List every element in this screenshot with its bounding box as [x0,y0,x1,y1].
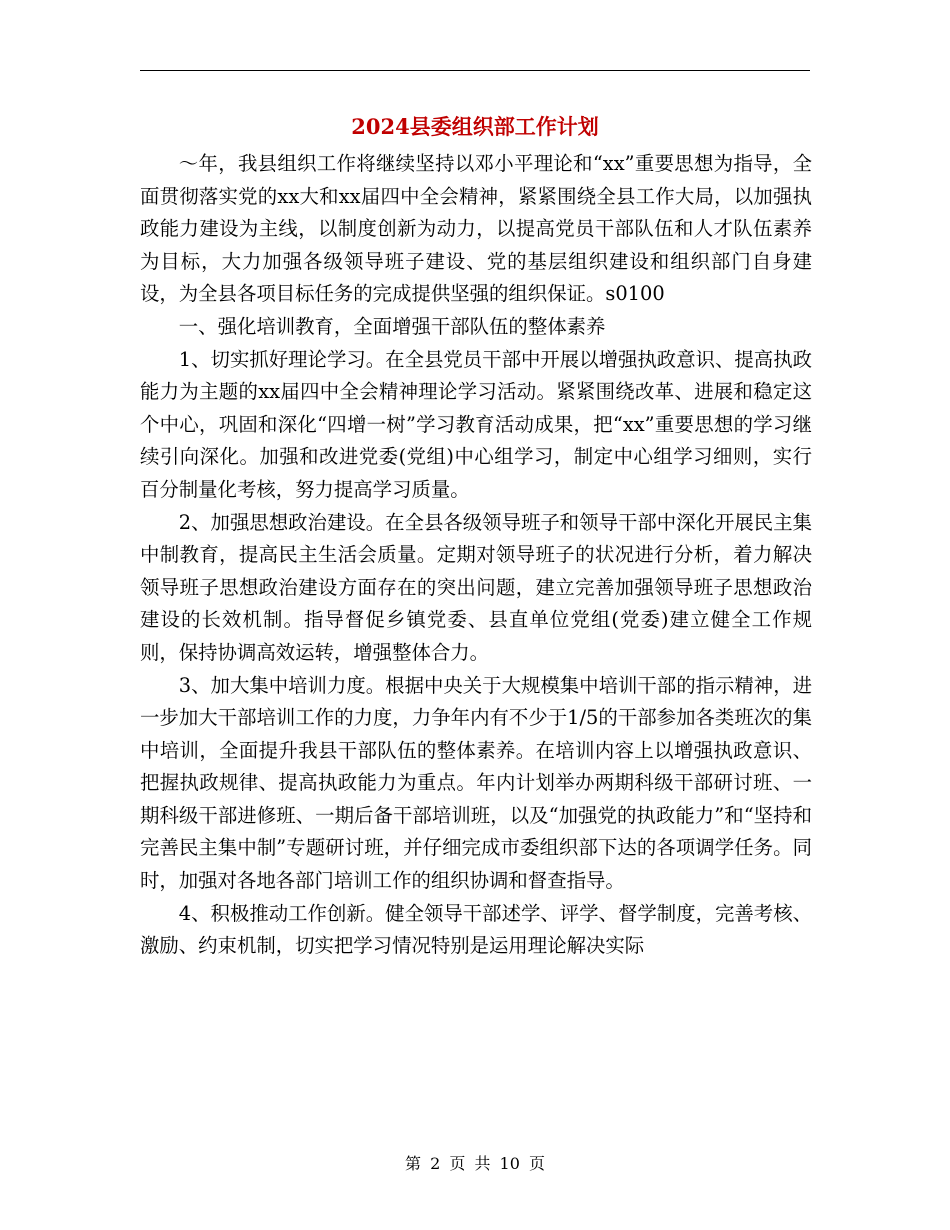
body-paragraph: 1、切实抓好理论学习。在全县党员干部中开展以增强执政意识、提高执政能力为主题的xx届四中全会精神理论学习活动。紧紧围绕改革、进展和稳定这个中心，巩固和深化“四增一树”学习教育活动成果，把“xx”重要思想的学习继续引向深化。加强和改进党委(党组)中心组学习，制定中心组学习细则，实行百分制量化考核，努力提高学习质量。 [140,347,812,501]
page-number: 第 2 页 共 10 页 [405,1154,545,1173]
intro-paragraph: ～年，我县组织工作将继续坚持以邓小平理论和“xx”重要思想为指导，全面贯彻落实党的xx大和xx届四中全会精神，紧紧围绕全县工作大局，以加强执政能力建设为主线，以制度创新为动力，以提高党员干部队伍和人才队伍素养为目标，大力加强各级领导班子建设、党的基层组织建设和组织部门自身建设，为全县各项目标任务的完成提供坚强的组织保证。s0100 [140,152,812,306]
body-paragraph: 2、加强思想政治建设。在全县各级领导班子和领导干部中深化开展民主集中制教育，提高民主生活会质量。定期对领导班子的状况进行分析，着力解决领导班子思想政治建设方面存在的突出问题，建立完善加强领导班子思想政治建设的长效机制。指导督促乡镇党委、县直单位党组(党委)建立健全工作规则，保持协调高效运转，增强整体合力。 [140,510,812,664]
body-paragraph: 4、积极推动工作创新。健全领导干部述学、评学、督学制度，完善考核、激励、约束机制，切实把学习情况特别是运用理论解决实际 [140,901,812,958]
header-rule [140,70,810,71]
body-paragraph: 3、加大集中培训力度。根据中央关于大规模集中培训干部的指示精神，进一步加大干部培训工作的力度，力争年内有不少于1/5的干部参加各类班次的集中培训，全面提升我县干部队伍的整体素养。在培训内容上以增强执政意识、把握执政规律、提高执政能力为重点。年内计划举办两期科级干部研讨班、一期科级干部进修班、一期后备干部培训班，以及“加强党的执政能力”和“坚持和完善民主集中制”专题研讨班，并仔细完成市委组织部下达的各项调学任务。同时，加强对各地各部门培训工作的组织协调和督查指导。 [140,673,812,893]
document-body [140,148,812,963]
section-heading: 一、强化培训教育，全面增强干部队伍的整体素养 [178,314,606,338]
document-title: 2024县委组织部工作计划 [351,114,599,139]
